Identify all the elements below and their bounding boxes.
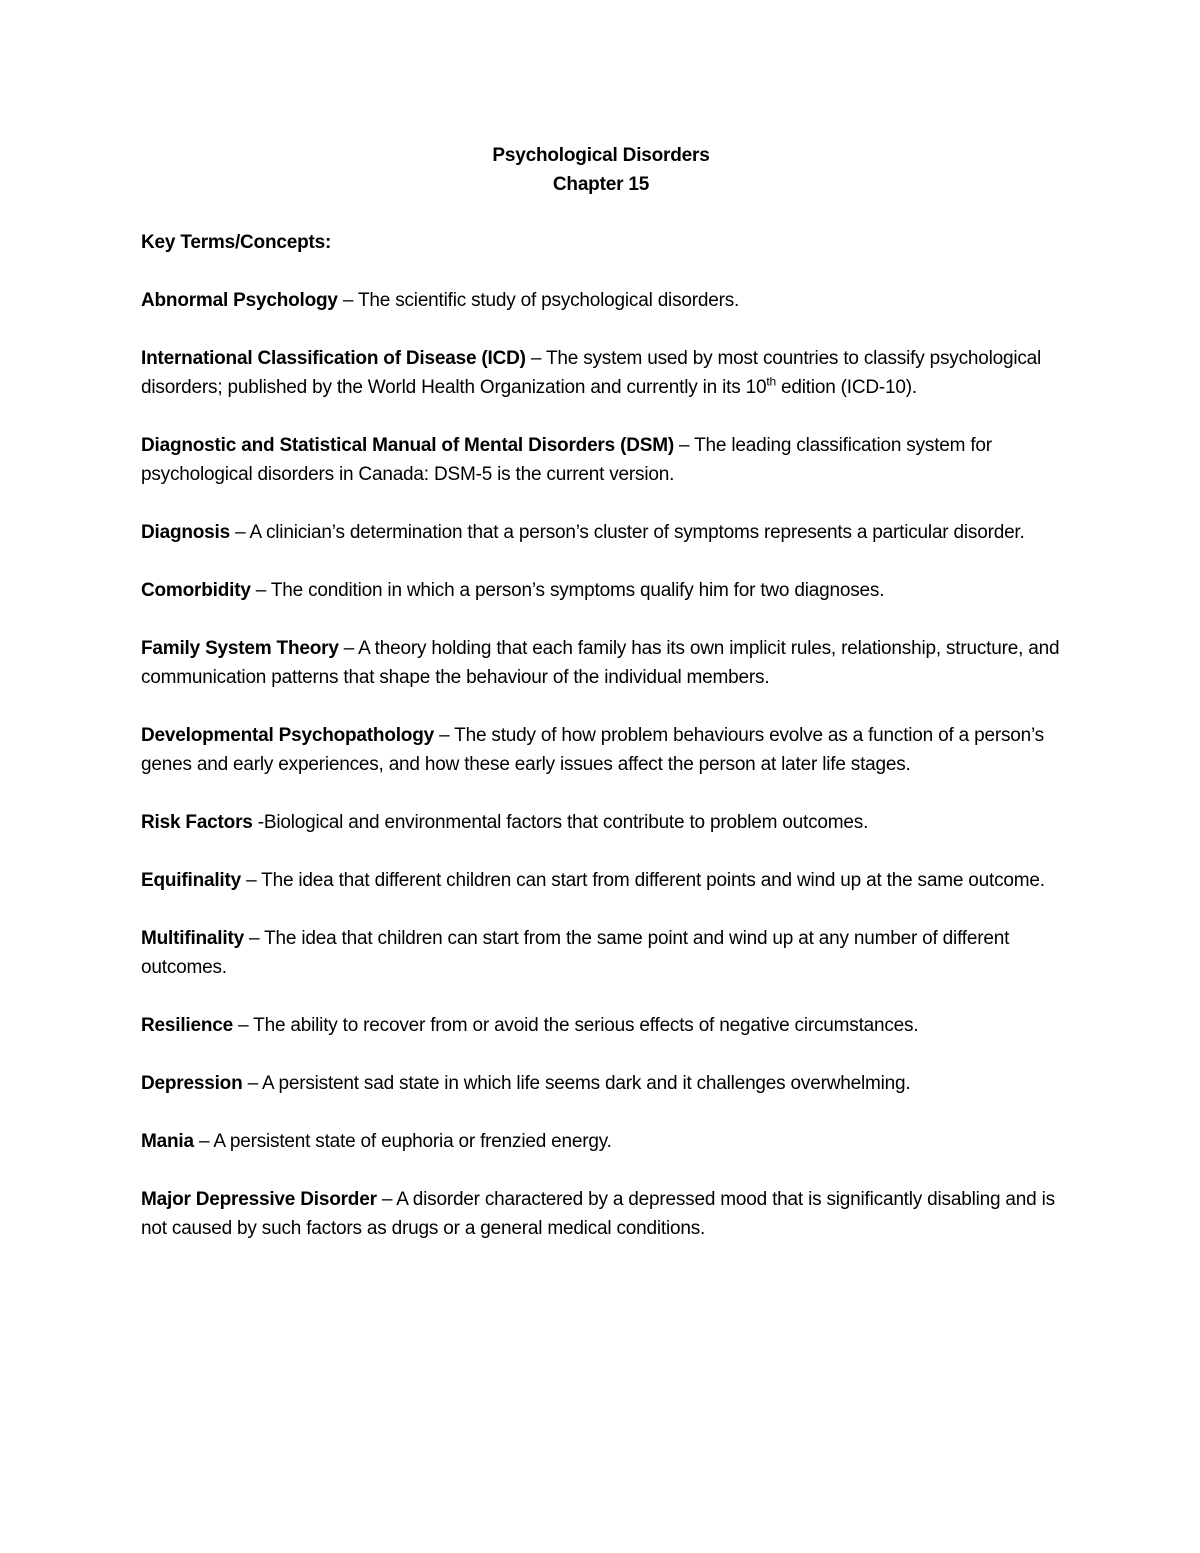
term-definition: – A clinician’s determination that a person’s cluster of symptoms represents a particular disorder.: [230, 522, 1025, 543]
term-name: Resilience: [141, 1015, 233, 1036]
term-name: Equifinality: [141, 870, 241, 891]
term-definition: – The idea that children can start from the same point and wind up at any number of different outcomes.: [141, 928, 1010, 978]
term-entry: [141, 1127, 1061, 1156]
term-name: Family System Theory: [141, 638, 339, 659]
term-name: Risk Factors: [141, 812, 253, 833]
term-definition: – The study of how problem behaviours evolve as a function of a person’s genes and early experiences, and how these early issues affect the person at later life stages.: [141, 725, 1044, 775]
term-name: Abnormal Psychology: [141, 290, 338, 311]
term-name: Depression: [141, 1073, 243, 1094]
term-entry: [141, 924, 1061, 982]
term-definition-end: edition (ICD-10).: [775, 377, 917, 398]
term-definition: – The ability to recover from or avoid the serious effects of negative circumstances.: [233, 1015, 919, 1036]
term-definition: – A persistent state of euphoria or frenzied energy.: [193, 1131, 612, 1152]
term-definition: – The leading classification system for psychological disorders in Canada: DSM-5 is the current version.: [141, 435, 992, 485]
section-heading: Key Terms/Concepts:: [141, 232, 332, 253]
document-title: Psychological Disorders: [492, 145, 710, 166]
term-entry: [141, 1011, 1061, 1040]
term-definition: – A theory holding that each family has its own implicit rules, relationship, structure, and communication patterns that shape the behaviour of the individual members.: [141, 638, 1060, 688]
term-entry: [141, 286, 1061, 315]
document-body: [141, 141, 1061, 1272]
term-definition: – A persistent sad state in which life seems dark and it challenges overwhelming.: [242, 1073, 911, 1094]
term-entry: [141, 576, 1061, 605]
term-entry: [141, 808, 1061, 837]
ordinal-superscript: th: [766, 374, 776, 389]
term-entry: [141, 344, 1061, 402]
term-definition: -Biological and environmental factors that contribute to problem outcomes.: [252, 812, 869, 833]
term-definition: – A disorder charactered by a depressed mood that is significantly disabling and is not caused by such factors as drugs or a general medical conditions.: [141, 1189, 1055, 1239]
term-definition: – The condition in which a person’s symptoms qualify him for two diagnoses.: [250, 580, 885, 601]
term-name: Multifinality: [141, 928, 244, 949]
term-name: International Classification of Disease (ICD): [141, 348, 526, 369]
term-entry: [141, 1185, 1061, 1243]
term-name: Comorbidity: [141, 580, 251, 601]
term-definition: – The scientific study of psychological disorders.: [337, 290, 740, 311]
term-name: Developmental Psychopathology: [141, 725, 434, 746]
term-definition: – The system used by most countries to classify psychological disorders; published by the World Health Organization and currently in its 10: [141, 348, 1042, 398]
term-entry: [141, 518, 1061, 547]
chapter-label: Chapter 15: [552, 174, 650, 195]
term-entry: [141, 866, 1061, 895]
term-entry: [141, 721, 1061, 779]
term-name: Diagnosis: [141, 522, 230, 543]
term-name: Diagnostic and Statistical Manual of Mental Disorders (DSM): [141, 435, 674, 456]
term-entry: [141, 1069, 1061, 1098]
term-definition: – The idea that different children can start from different points and wind up at the same outcome.: [241, 870, 1045, 891]
term-name: Mania: [141, 1131, 194, 1152]
term-entry: [141, 431, 1061, 489]
term-entry: [141, 634, 1061, 692]
term-name: Major Depressive Disorder: [141, 1189, 377, 1210]
